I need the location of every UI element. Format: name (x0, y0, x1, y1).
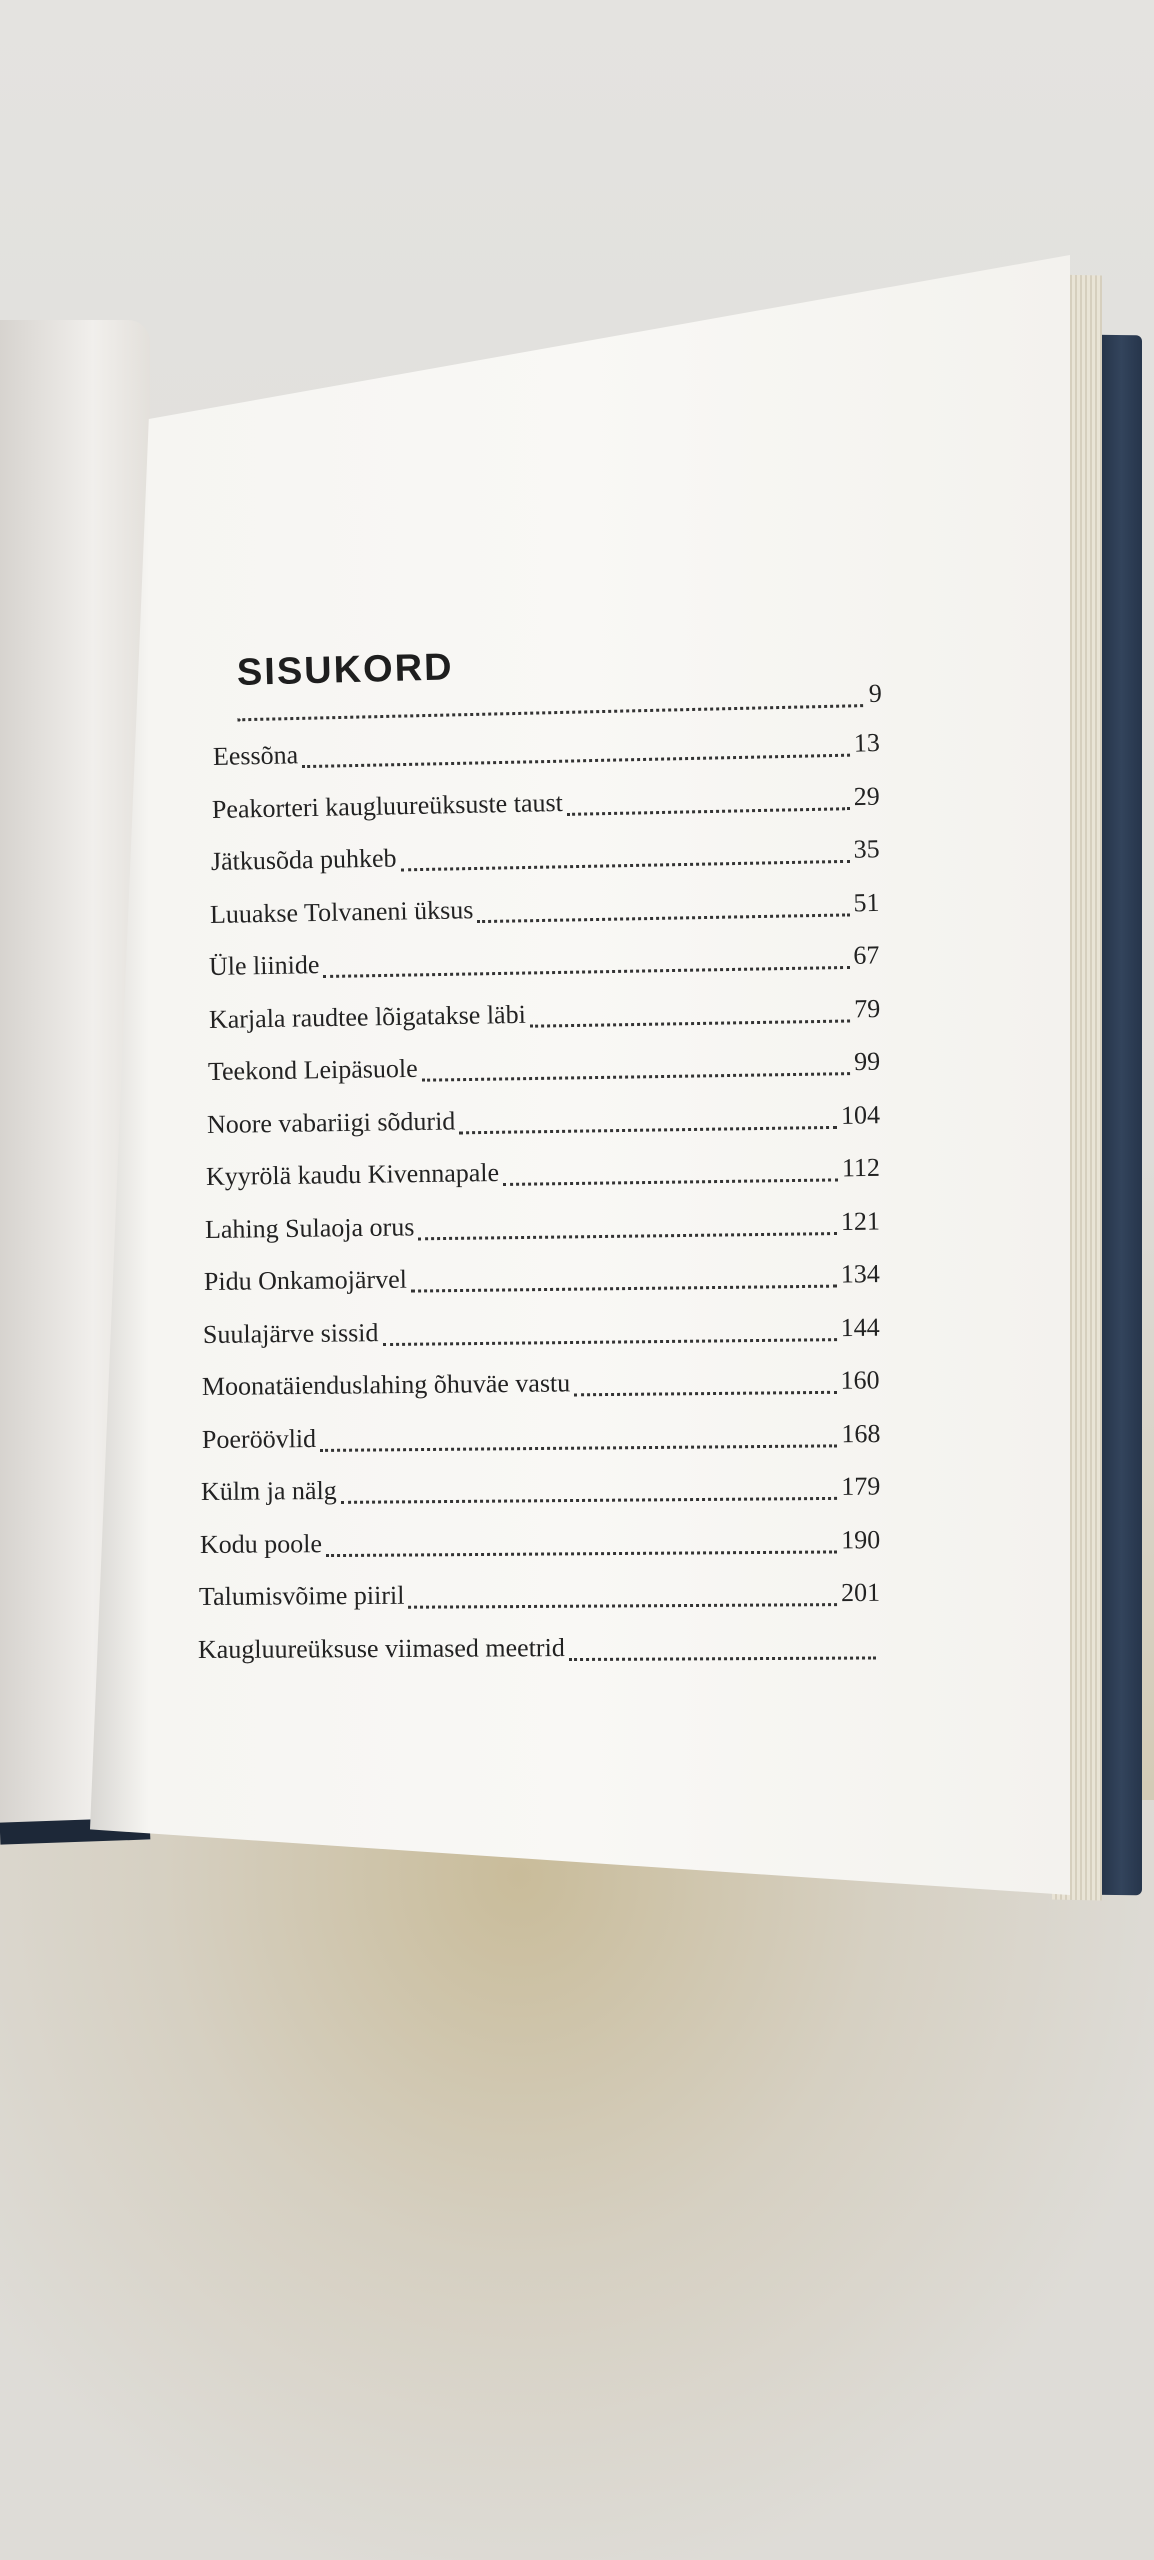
toc-dot-leader (478, 912, 850, 922)
toc-entry (212, 781, 880, 830)
toc-page-number: 51 (853, 887, 881, 917)
toc-page-number: 104 (840, 1099, 881, 1130)
toc-dot-leader (419, 1231, 838, 1239)
toc-dot-leader (326, 1549, 837, 1556)
toc-entry (199, 1578, 880, 1618)
toc-page-number: 134 (840, 1259, 881, 1289)
toc-entry-title: Noore vabariigi sõdurid (206, 1105, 456, 1139)
toc-dot-leader (302, 753, 850, 767)
toc-dot-leader (237, 704, 863, 721)
toc-entry-title: Peakorteri kaugluureüksuste taust (211, 787, 564, 824)
toc-page-number: 121 (840, 1206, 881, 1236)
toc-page-number: 144 (840, 1312, 881, 1342)
toc-entry (201, 1418, 880, 1460)
toc-dot-leader (421, 1072, 850, 1082)
toc-page-number: 13 (853, 728, 881, 758)
toc-entry (213, 728, 881, 778)
toc-page-number: 99 (853, 1046, 881, 1077)
toc-entry (208, 993, 880, 1040)
toc-entry-title: Kyyrölä kaudu Kivennapale (205, 1158, 500, 1191)
toc-entry-title: Luuakse Tolvaneni üksus (210, 894, 474, 929)
toc-entry (204, 1259, 880, 1303)
toc-page-number: 179 (840, 1471, 881, 1501)
toc-entry (207, 1100, 881, 1146)
toc-entry-title: Moonatäienduslahing õhuväe vastu (202, 1368, 571, 1401)
toc-entry-title: Lahing Sulaoja orus (204, 1211, 415, 1244)
toc-entry-title: Teekond Leipäsuole (207, 1053, 418, 1086)
toc-page-number: 35 (853, 834, 881, 864)
toc-page-number: 79 (853, 993, 881, 1023)
toc-page-number: 190 (840, 1524, 881, 1554)
toc-entry (207, 1047, 880, 1093)
toc-page-number: 112 (841, 1152, 881, 1183)
toc-dot-leader (340, 1496, 837, 1503)
toc-dot-leader (401, 859, 850, 871)
toc-dot-leader (408, 1603, 837, 1609)
toc-page-number: 168 (840, 1418, 881, 1448)
toc-entry-title: Eessõna (212, 740, 299, 771)
toc-entry (200, 1472, 880, 1513)
toc-entry-title: Külm ja nälg (200, 1475, 337, 1506)
toc-page-number: 160 (840, 1365, 881, 1395)
toc-dot-leader (324, 965, 850, 977)
toc-dot-leader (503, 1178, 838, 1186)
toc-entry-title: Karjala raudtee lõigatakse läbi (208, 999, 526, 1034)
toc-dot-leader (320, 1443, 837, 1451)
toc-dot-leader (459, 1125, 837, 1133)
toc-entry (211, 834, 880, 883)
toc-entry-title: Talumisvõime piiril (198, 1580, 405, 1611)
toc-entry-title: Pidu Onkamojärvel (203, 1264, 408, 1296)
toc-entry (206, 1153, 880, 1198)
toc-dot-leader (567, 806, 850, 815)
toc-entry-title: Poeröövlid (201, 1423, 316, 1454)
toc-entry (200, 1525, 880, 1566)
toc-entry (210, 887, 880, 935)
toc-dot-leader (530, 1018, 851, 1026)
toc-entry-title: Kodu poole (199, 1528, 322, 1559)
toc-entry (202, 1365, 880, 1408)
toc-page-number: 29 (853, 781, 881, 811)
toc-page-number: 201 (840, 1577, 881, 1608)
toc-entry (198, 1631, 880, 1671)
toc-entry-title: Jätkusõda puhkeb (210, 843, 398, 876)
toc-dot-leader (411, 1284, 837, 1292)
toc-page-number: 9 (868, 678, 883, 708)
toc-entry-title: Suulajärve sissid (203, 1317, 379, 1349)
toc-dot-leader (383, 1337, 837, 1345)
toc-dot-leader (575, 1390, 837, 1396)
toc-entry (205, 1206, 880, 1250)
toc-title: SISUKORD (236, 646, 455, 694)
toc-dot-leader (569, 1655, 876, 1660)
toc-page-number: 67 (853, 940, 881, 970)
toc-entry (203, 1312, 880, 1355)
toc-entry-title: Kaugluureüksuse viimased meetrid (197, 1632, 565, 1664)
toc-entry (209, 940, 880, 988)
toc-entry-title: Üle liinide (209, 950, 321, 981)
